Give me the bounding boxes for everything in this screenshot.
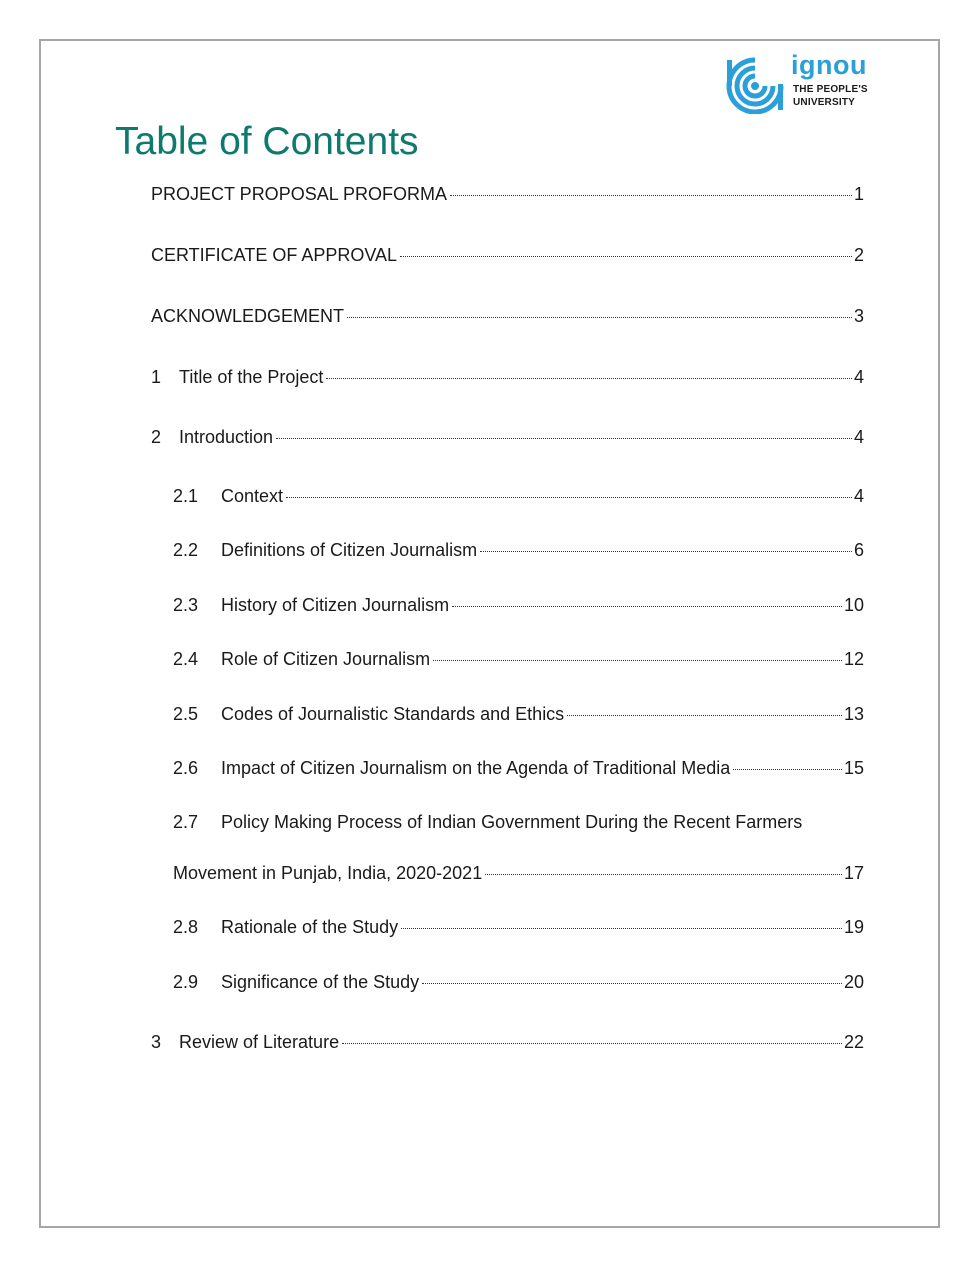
toc-entry-page: 17 — [843, 863, 864, 883]
toc-entry-label: Title of the Project — [179, 367, 324, 387]
toc-entry-label: Codes of Journalistic Standards and Ethics — [221, 704, 565, 724]
leader-dots — [480, 551, 852, 552]
toc-entry-number: 3 — [151, 1032, 162, 1052]
toc-entry-number: 1 — [151, 367, 162, 387]
toc-entry-label: Rationale of the Study — [221, 917, 399, 937]
toc-entry-number: 2.9 — [173, 972, 199, 992]
leader-dots — [422, 983, 842, 984]
toc-entry-2-9[interactable] — [173, 970, 864, 994]
toc-entry-number: 2 — [151, 427, 162, 447]
page-title: Table of Contents — [115, 120, 419, 163]
leader-dots — [733, 769, 842, 770]
toc-entry-2-7-line-1[interactable] — [173, 810, 864, 834]
logo-tagline-1: THE PEOPLE'S — [793, 84, 868, 95]
leader-dots — [342, 1043, 842, 1044]
toc-entry-page: 19 — [843, 917, 864, 937]
logo-wordmark: ignou — [791, 50, 867, 80]
toc-entry-2-8[interactable] — [173, 915, 864, 939]
toc-entry-label: Context — [221, 486, 284, 506]
toc-entry-number: 2.5 — [173, 704, 199, 724]
toc-entry-acknowledgement[interactable] — [151, 304, 864, 328]
toc-entry-label: Introduction — [179, 427, 274, 447]
toc-entry-number: 2.3 — [173, 595, 199, 615]
leader-dots — [326, 378, 852, 379]
toc-entry-page: 20 — [843, 972, 864, 992]
toc-entry-page: 4 — [853, 486, 864, 506]
toc-entry-page: 12 — [843, 649, 864, 669]
toc-entry-2-7-line-2[interactable] — [173, 861, 864, 885]
leader-dots — [286, 497, 852, 498]
toc-entry-label: PROJECT PROPOSAL PROFORMA — [151, 184, 448, 204]
ignou-logo — [724, 50, 874, 114]
leader-dots — [400, 256, 852, 257]
toc-entry-label: CERTIFICATE OF APPROVAL — [151, 245, 398, 265]
toc-entry-2-3[interactable] — [173, 593, 864, 617]
toc-entry-label: Policy Making Process of Indian Government During the Recent Farmers — [221, 812, 803, 832]
toc-entry-page: 22 — [843, 1032, 864, 1052]
toc-entry-page: 3 — [853, 306, 864, 326]
toc-entry-number: 2.8 — [173, 917, 199, 937]
toc-entry-2[interactable] — [151, 425, 864, 449]
toc-entry-2-2[interactable] — [173, 538, 864, 562]
toc-entry-number: 2.4 — [173, 649, 199, 669]
toc-entry-page: 1 — [853, 184, 864, 204]
toc-entry-number: 2.6 — [173, 758, 199, 778]
toc-entry-label-continued: Movement in Punjab, India, 2020-2021 — [173, 863, 483, 883]
toc-entry-page: 6 — [853, 540, 864, 560]
leader-dots — [401, 928, 842, 929]
toc-entry-number: 2.2 — [173, 540, 199, 560]
leader-dots — [567, 715, 842, 716]
toc-entry-certificate[interactable] — [151, 243, 864, 267]
toc-entry-label: Significance of the Study — [221, 972, 420, 992]
toc-entry-proforma[interactable] — [151, 182, 864, 206]
toc-entry-page: 15 — [843, 758, 864, 778]
toc-entry-label: History of Citizen Journalism — [221, 595, 450, 615]
toc-entry-label: Role of Citizen Journalism — [221, 649, 431, 669]
toc-entry-label: Definitions of Citizen Journalism — [221, 540, 478, 560]
toc-entry-page: 2 — [853, 245, 864, 265]
leader-dots — [433, 660, 842, 661]
toc-entry-page: 4 — [853, 427, 864, 447]
toc-entry-label: ACKNOWLEDGEMENT — [151, 306, 345, 326]
leader-dots — [347, 317, 852, 318]
ignou-emblem-icon — [724, 56, 786, 114]
toc-entry-2-4[interactable] — [173, 647, 864, 671]
leader-dots — [452, 606, 842, 607]
toc-entry-label: Review of Literature — [179, 1032, 340, 1052]
leader-dots — [485, 874, 842, 875]
toc-entry-number: 2.1 — [173, 486, 199, 506]
toc-entry-2-1[interactable] — [173, 484, 864, 508]
toc-entry-1[interactable] — [151, 365, 864, 389]
logo-tagline-2: UNIVERSITY — [793, 97, 856, 108]
toc-entry-label: Impact of Citizen Journalism on the Agenda of Traditional Media — [221, 758, 731, 778]
toc-entry-page: 4 — [853, 367, 864, 387]
toc-entry-3[interactable] — [151, 1030, 864, 1054]
leader-dots — [450, 195, 852, 196]
leader-dots — [276, 438, 852, 439]
toc-entry-page: 13 — [843, 704, 864, 724]
toc-entry-page: 10 — [843, 595, 864, 615]
toc-entry-2-5[interactable] — [173, 702, 864, 726]
toc-entry-2-6[interactable] — [173, 756, 864, 780]
toc-entry-number: 2.7 — [173, 812, 199, 832]
